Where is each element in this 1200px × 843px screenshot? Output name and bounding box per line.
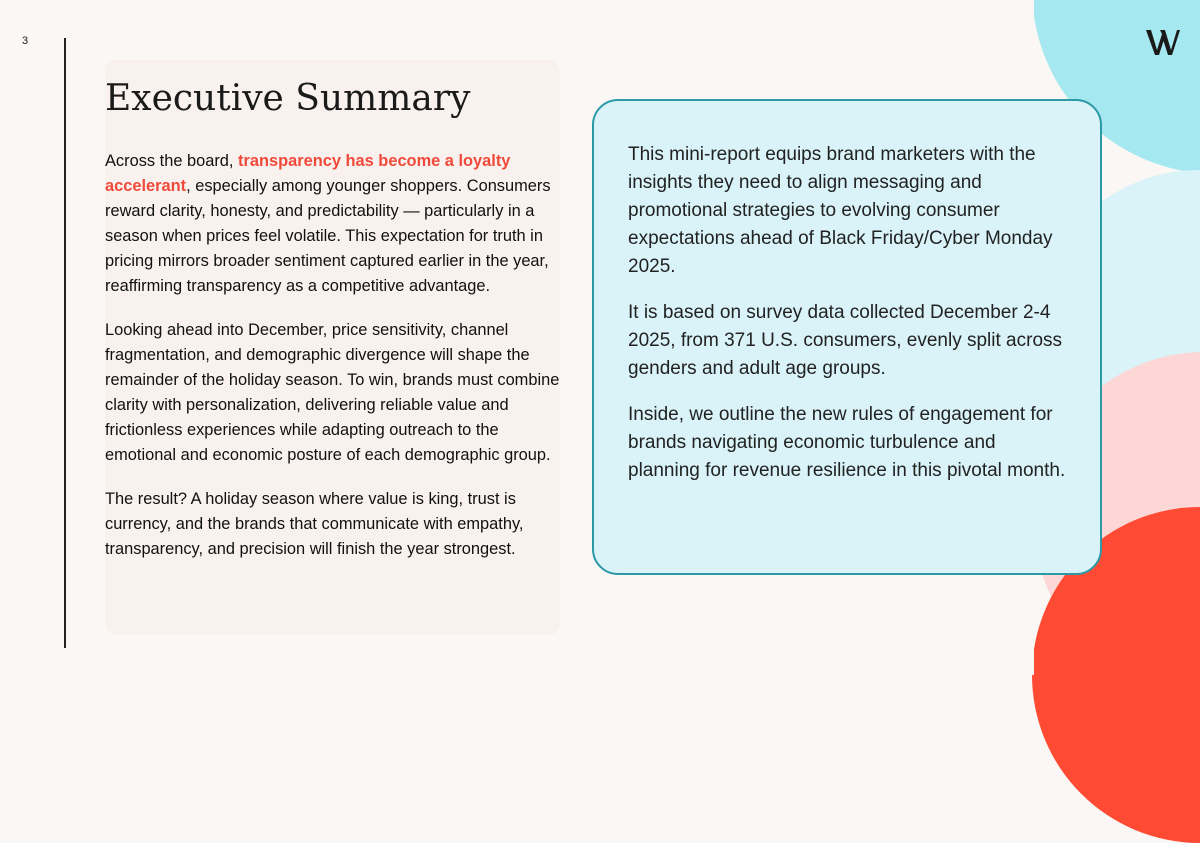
summary-paragraph-1-lead: Across the board, <box>105 152 239 170</box>
page-number: 3 <box>22 35 29 47</box>
card-paragraph-1: This mini-report equips brand marketers with the insights they need to align messaging and promotional strategies to evolving consumer expectations ahead of Black Friday/Cyber Monday 2025. <box>628 144 1053 277</box>
summary-body <box>105 149 560 581</box>
summary-paragraph-1-rest: , especially among younger shoppers. Consumers reward clarity, honesty, and predictability — particularly in a season when prices feel volatile. This expectation for truth in pricing mirrors broader sentiment captured earlier in the year, reaffirming transparency as a competitive advantage. <box>105 177 551 295</box>
summary-paragraph-2: Looking ahead into December, price sensitivity, channel fragmentation, and demographic divergence will shape the remainder of the holiday season. To win, brands must combine clarity with personalization, delivering reliable value and frictionless experiences while adapting outreach to the emotional and economic posture of each demographic group. <box>105 321 560 464</box>
highlighted-phrase: transparency has become a loyalty accelerant <box>105 152 511 195</box>
page-title: Executive Summary <box>105 78 471 119</box>
card-paragraph-3: Inside, we outline the new rules of engagement for brands navigating economic turbulence and planning for revenue resilience in this pivotal month. <box>628 404 1066 481</box>
vertical-rule <box>64 38 66 648</box>
summary-paragraph-3: The result? A holiday season where value is king, trust is currency, and the brands that communicate with empathy, transparency, and precision will finish the year strongest. <box>105 490 524 558</box>
info-card <box>592 99 1102 575</box>
summary-paragraph-1 <box>105 149 560 299</box>
card-paragraph-2: It is based on survey data collected December 2-4 2025, from 371 U.S. consumers, evenly split across genders and adult age groups. <box>628 302 1063 379</box>
w-logo-icon <box>1146 28 1182 56</box>
